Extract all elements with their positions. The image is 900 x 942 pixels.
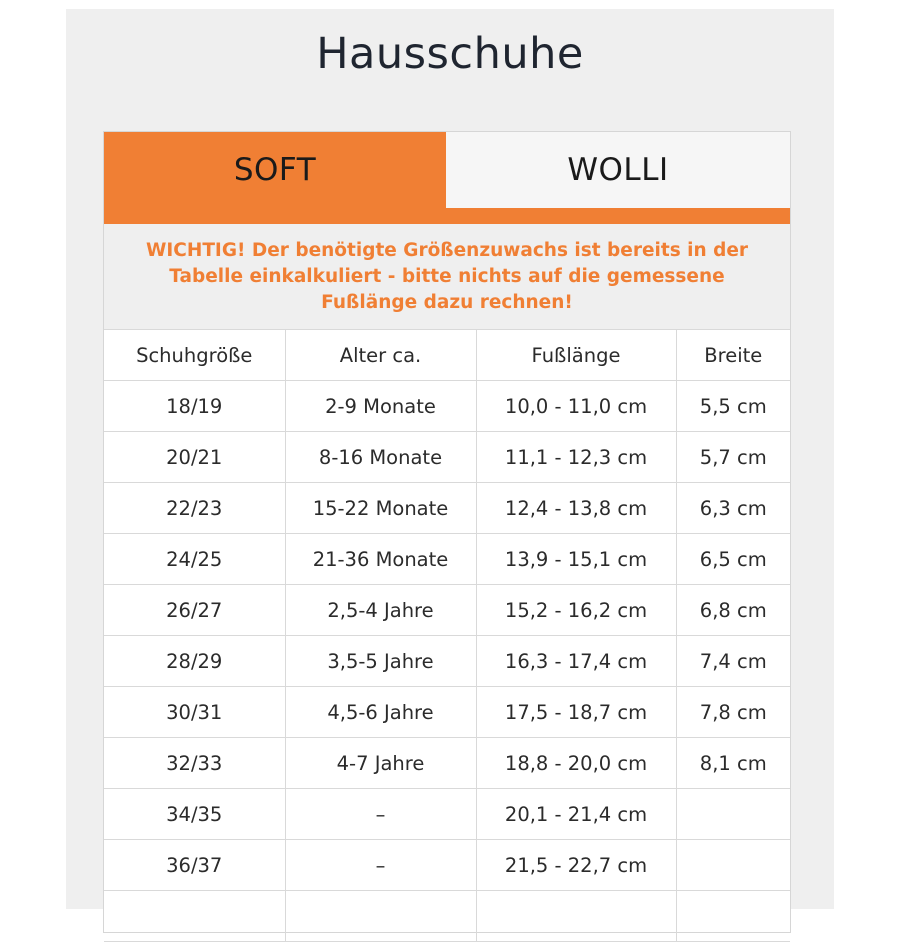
cell-age [285,891,476,942]
cell-shoe-size: 34/35 [104,789,285,840]
column-header-age: Alter ca. [285,330,476,381]
table-row [104,840,790,891]
cell-width: 6,5 cm [676,534,790,585]
table-row [104,891,790,942]
cell-shoe-size: 18/19 [104,381,285,432]
cell-foot-length: 12,4 - 13,8 cm [476,483,676,534]
cell-foot-length: 21,5 - 22,7 cm [476,840,676,891]
cell-width: 6,3 cm [676,483,790,534]
column-header-foot-length: Fußlänge [476,330,676,381]
cell-age: 2,5-4 Jahre [285,585,476,636]
cell-age: 8-16 Monate [285,432,476,483]
column-header-shoe-size: Schuhgröße [104,330,285,381]
size-table [104,330,790,942]
cell-foot-length: 10,0 - 11,0 cm [476,381,676,432]
table-row [104,534,790,585]
cell-shoe-size: 26/27 [104,585,285,636]
table-row [104,636,790,687]
tab-bar [104,132,790,208]
cell-foot-length: 13,9 - 15,1 cm [476,534,676,585]
active-tab-indicator [104,208,790,224]
table-row [104,432,790,483]
cell-age: 4-7 Jahre [285,738,476,789]
cell-width: 7,4 cm [676,636,790,687]
table-row [104,738,790,789]
cell-shoe-size: 30/31 [104,687,285,738]
table-row [104,789,790,840]
cell-age: 3,5-5 Jahre [285,636,476,687]
cell-shoe-size [104,891,285,942]
cell-age: – [285,789,476,840]
cell-width: 6,8 cm [676,585,790,636]
cell-shoe-size: 32/33 [104,738,285,789]
cell-width: 5,5 cm [676,381,790,432]
cell-foot-length: 18,8 - 20,0 cm [476,738,676,789]
cell-age: 15-22 Monate [285,483,476,534]
page-title: Hausschuhe [316,29,584,79]
table-row [104,687,790,738]
cell-shoe-size: 28/29 [104,636,285,687]
table-row [104,585,790,636]
table-header-row [104,330,790,381]
tab-soft[interactable]: SOFT [104,132,446,208]
cell-width [676,891,790,942]
cell-width: 5,7 cm [676,432,790,483]
cell-shoe-size: 36/37 [104,840,285,891]
cell-foot-length [476,891,676,942]
cell-shoe-size: 22/23 [104,483,285,534]
cell-width: 8,1 cm [676,738,790,789]
cell-width [676,840,790,891]
cell-width [676,789,790,840]
cell-foot-length: 16,3 - 17,4 cm [476,636,676,687]
cell-shoe-size: 24/25 [104,534,285,585]
table-row [104,483,790,534]
important-notice: WICHTIG! Der benötigte Größenzuwachs ist bereits in der Tabelle einkalkuliert - bitte nichts auf die gemessene Fußlänge dazu rechnen! [104,224,790,330]
table-row [104,381,790,432]
cell-age: 21-36 Monate [285,534,476,585]
size-chart-card [103,131,791,933]
cell-age: 2-9 Monate [285,381,476,432]
cell-foot-length: 20,1 - 21,4 cm [476,789,676,840]
page-panel [66,9,834,909]
cell-width: 7,8 cm [676,687,790,738]
cell-foot-length: 15,2 - 16,2 cm [476,585,676,636]
cell-shoe-size: 20/21 [104,432,285,483]
cell-foot-length: 11,1 - 12,3 cm [476,432,676,483]
column-header-width: Breite [676,330,790,381]
tab-wolli[interactable]: WOLLI [446,132,790,208]
cell-age: – [285,840,476,891]
cell-foot-length: 17,5 - 18,7 cm [476,687,676,738]
cell-age: 4,5-6 Jahre [285,687,476,738]
